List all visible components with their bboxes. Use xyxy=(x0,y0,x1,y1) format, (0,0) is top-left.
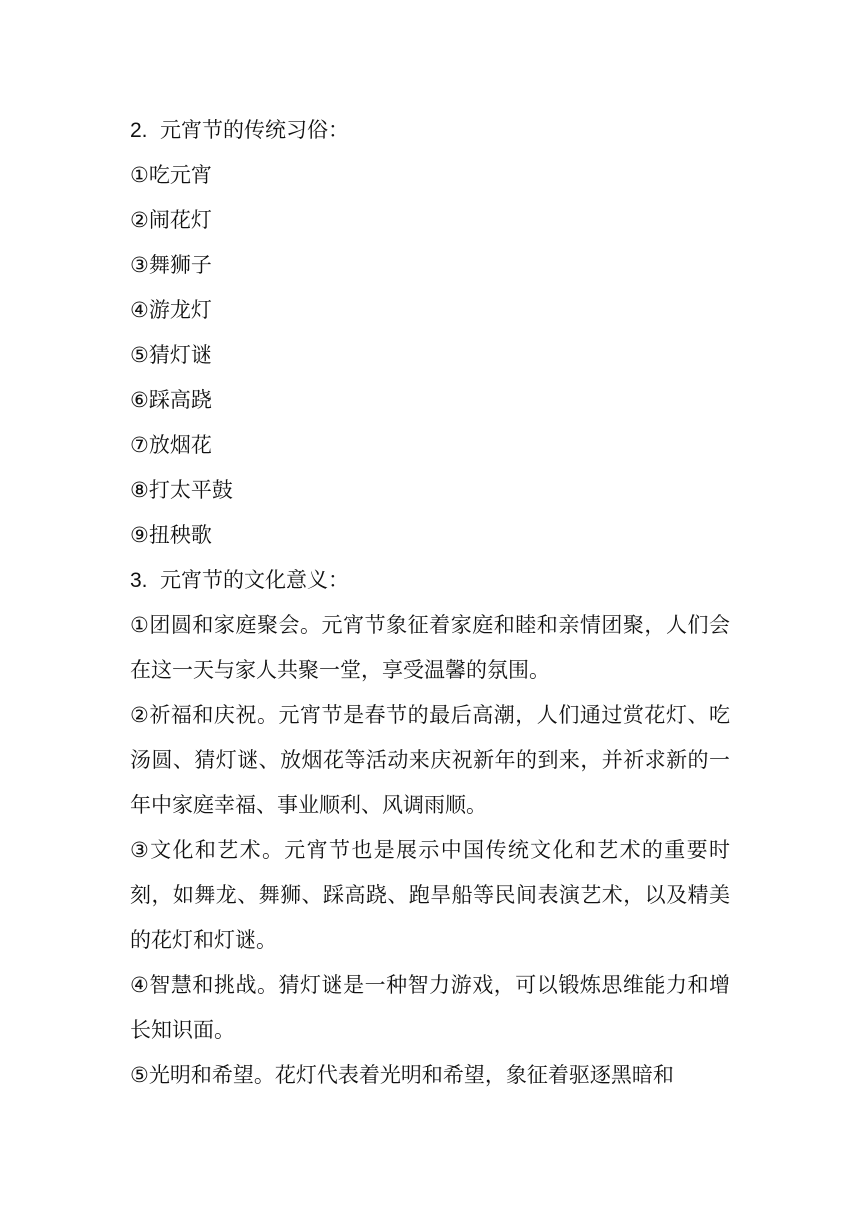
meaning-paragraph: ⑤光明和希望。花灯代表着光明和希望，象征着驱逐黑暗和 xyxy=(130,1063,674,1087)
section-3-title: 元宵节的文化意义： xyxy=(160,568,349,592)
custom-item: ②闹花灯 xyxy=(130,208,212,232)
custom-item: ⑥踩高跷 xyxy=(130,388,212,412)
section-2-number: 2. xyxy=(130,119,148,142)
section-3-number: 3. xyxy=(130,569,148,592)
section-2-heading xyxy=(130,108,730,153)
meaning-paragraph: ①团圆和家庭聚会。元宵节象征着家庭和睦和亲情团聚，人们会在这一天与家人共聚一堂，享受温馨的氛围。 xyxy=(130,613,730,682)
section-2-title: 元宵节的传统习俗： xyxy=(160,118,349,142)
custom-item: ⑤猜灯谜 xyxy=(130,343,212,367)
custom-item: ⑦放烟花 xyxy=(130,433,212,457)
meaning-paragraph: ②祈福和庆祝。元宵节是春节的最后高潮，人们通过赏花灯、吃汤圆、猜灯谜、放烟花等活动来庆祝新年的到来，并祈求新的一年中家庭幸福、事业顺利、风调雨顺。 xyxy=(130,703,730,817)
section-3-heading xyxy=(130,558,730,603)
meaning-paragraph: ④智慧和挑战。猜灯谜是一种智力游戏，可以锻炼思维能力和增长知识面。 xyxy=(130,973,730,1042)
custom-item: ①吃元宵 xyxy=(130,163,212,187)
custom-item: ④游龙灯 xyxy=(130,298,212,322)
document-content xyxy=(130,108,730,1098)
custom-item: ⑧打太平鼓 xyxy=(130,478,233,502)
custom-item: ③舞狮子 xyxy=(130,253,212,277)
custom-item: ⑨扭秧歌 xyxy=(130,523,212,547)
meaning-paragraph: ③文化和艺术。元宵节也是展示中国传统文化和艺术的重要时刻，如舞龙、舞狮、踩高跷、跑旱船等民间表演艺术，以及精美的花灯和灯谜。 xyxy=(130,838,730,952)
